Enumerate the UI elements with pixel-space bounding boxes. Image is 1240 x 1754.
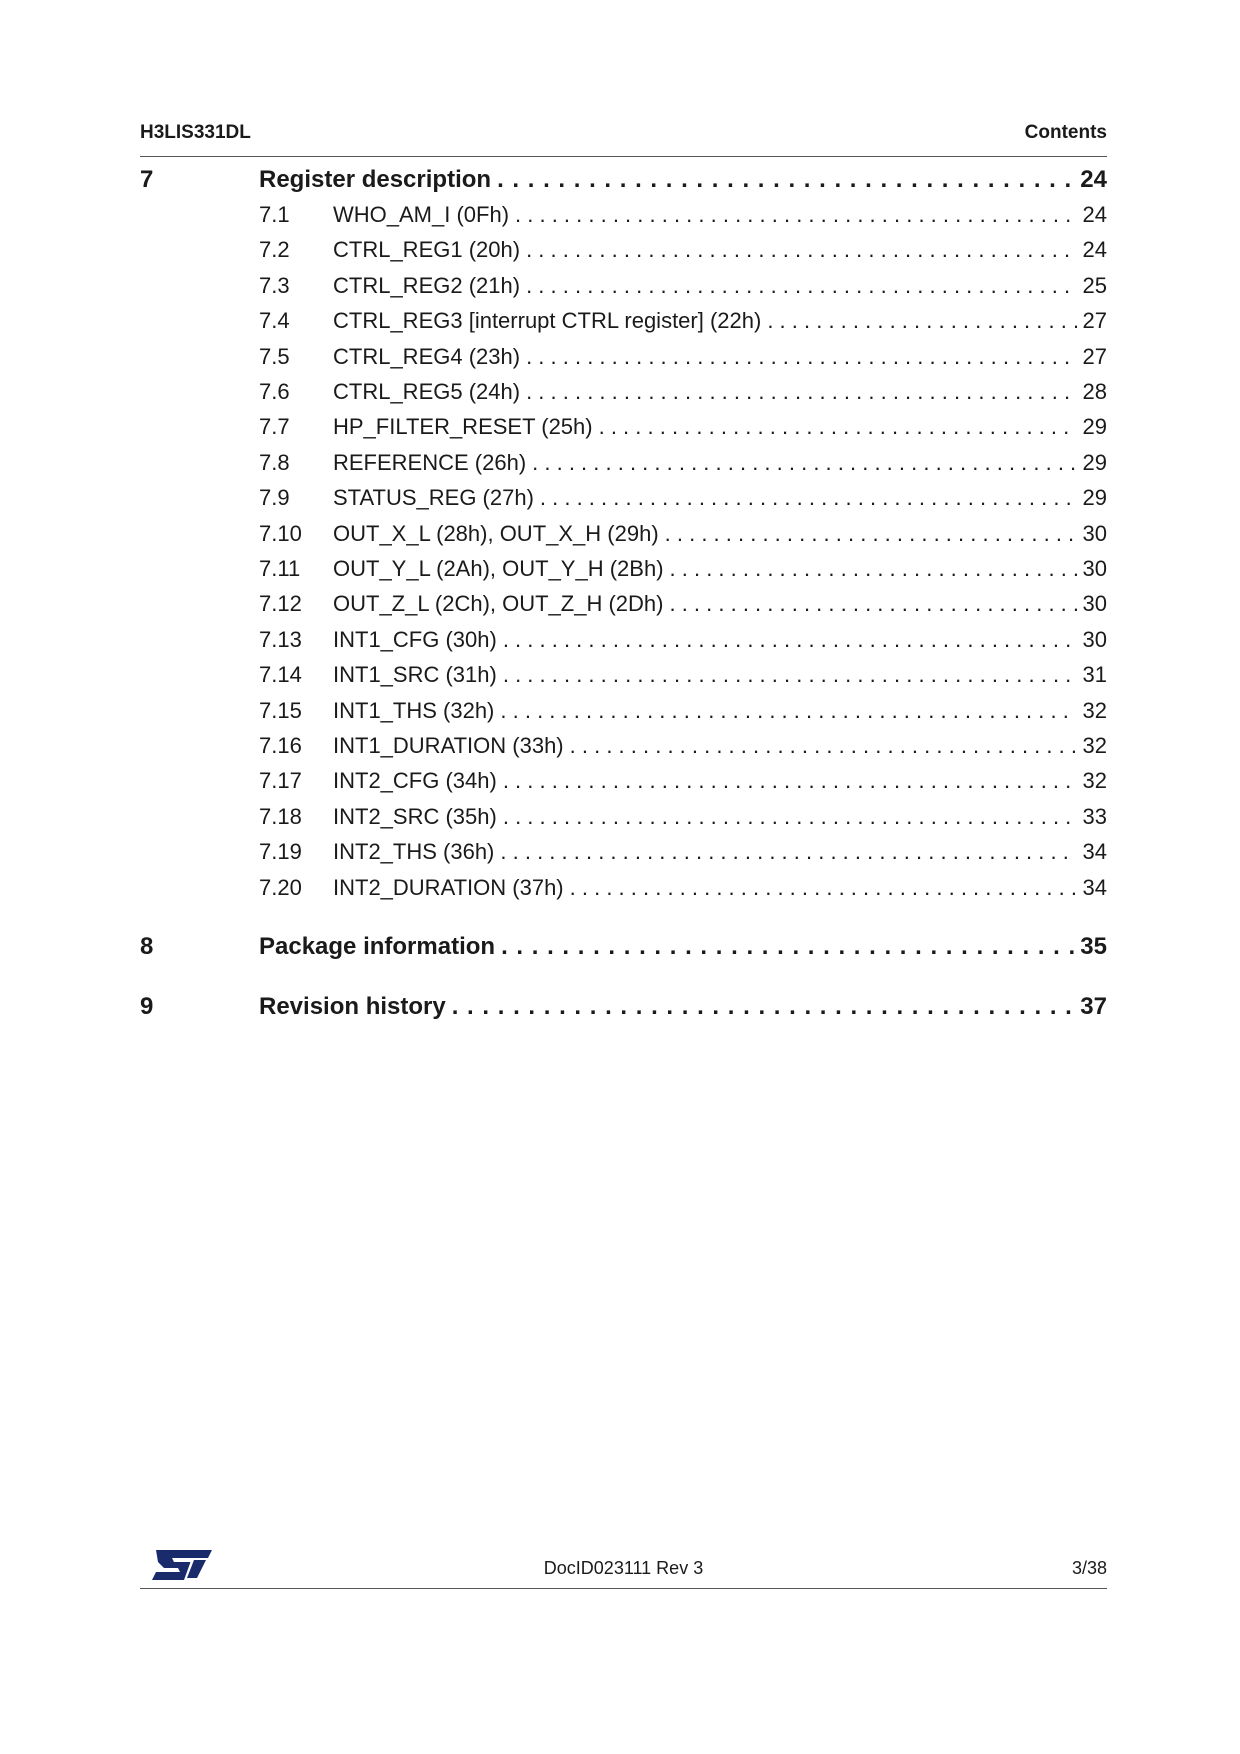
section-label: Contents [1024,122,1107,143]
toc-section-row[interactable] [140,344,1107,374]
toc-page-number[interactable]: 25 [1082,272,1107,298]
toc-chapter-row[interactable] [140,166,1107,196]
toc-entry[interactable] [333,804,1107,830]
toc-page-number[interactable]: 33 [1082,803,1107,829]
toc-number: 7.13 [259,626,302,652]
toc-title[interactable]: INT1_SRC (31h) [333,662,497,688]
toc-title[interactable]: STATUS_REG (27h) [333,485,534,511]
toc-section-row[interactable] [140,839,1107,869]
toc-entry[interactable] [333,875,1107,901]
toc-number: 7.2 [259,237,290,263]
dot-leader [503,768,1077,794]
toc-title[interactable]: Package information [259,932,496,960]
dot-leader [500,698,1076,724]
dot-leader [570,733,1077,759]
toc-number: 7 [140,166,154,193]
toc-page-number[interactable]: 24 [1082,237,1107,263]
dot-leader [526,273,1076,299]
toc-page-number[interactable]: 29 [1082,485,1107,511]
toc-entry[interactable] [333,556,1107,582]
toc-title[interactable]: REFERENCE (26h) [333,449,527,475]
toc-entry[interactable] [333,733,1107,759]
toc-number: 7.6 [259,379,290,404]
toc-chapter-row[interactable] [140,933,1107,963]
toc-page-number[interactable]: 30 [1082,556,1107,581]
toc-title[interactable]: CTRL_REG4 (23h) [333,343,521,369]
toc-section-row[interactable] [140,698,1107,728]
toc-title[interactable]: OUT_Y_L (2Ah), OUT_Y_H (2Bh) [333,556,664,581]
toc-number: 7.14 [259,662,302,688]
toc-section-row[interactable] [140,521,1107,551]
page-footer [140,1548,1107,1589]
toc-number: 7.18 [259,803,302,829]
toc-entry[interactable] [333,344,1107,370]
toc-page-number[interactable]: 28 [1082,379,1107,404]
toc-section-row[interactable] [140,875,1107,905]
toc-title[interactable]: CTRL_REG2 (21h) [333,272,521,298]
toc-number: 7.9 [259,485,290,511]
toc-title[interactable]: HP_FILTER_RESET (25h) [333,414,593,440]
dot-leader [497,166,1074,194]
toc-entry[interactable] [333,662,1107,688]
dot-leader [570,875,1077,901]
toc-page-number[interactable]: 35 [1080,932,1107,960]
dot-leader [503,662,1077,688]
toc-page-number[interactable]: 32 [1082,733,1107,758]
toc-section-row[interactable] [140,450,1107,480]
toc-number: 7.5 [259,343,290,369]
toc-number: 7.4 [259,308,290,334]
toc-number: 9 [140,992,154,1020]
toc-page-number[interactable]: 34 [1082,874,1107,900]
toc-section-row[interactable] [140,662,1107,692]
toc-page-number[interactable]: 27 [1082,308,1107,334]
toc-page-number[interactable]: 32 [1082,768,1107,794]
toc-entry[interactable] [333,627,1107,653]
toc-title[interactable]: INT2_SRC (35h) [333,803,497,829]
toc-number: 7.11 [259,556,301,581]
toc-section-row[interactable] [140,202,1107,232]
toc-entry[interactable] [333,768,1107,794]
dot-leader [526,344,1076,370]
toc-number: 7.3 [259,272,290,298]
toc-title[interactable]: Register description [259,166,492,193]
toc-page-number[interactable]: 34 [1082,839,1107,865]
toc-page-number[interactable]: 37 [1080,992,1107,1020]
toc-number: 7.12 [259,591,302,617]
toc-title[interactable]: INT2_DURATION (37h) [333,874,564,900]
toc-entry[interactable] [333,485,1107,511]
toc-page-number[interactable]: 24 [1080,166,1107,193]
dot-leader [665,521,1077,547]
toc-number: 7.17 [259,768,302,794]
toc-number: 7.7 [259,414,290,440]
dot-leader [599,414,1077,440]
toc-entry[interactable] [333,414,1107,440]
toc-page-number[interactable]: 29 [1082,414,1107,440]
toc-title[interactable]: INT1_CFG (30h) [333,626,497,652]
dot-leader [515,202,1076,228]
toc-title[interactable]: INT1_THS (32h) [333,697,495,723]
toc-number: 7.19 [259,839,302,865]
toc-section-row[interactable] [140,768,1107,798]
toc-title[interactable]: OUT_X_L (28h), OUT_X_H (29h) [333,520,659,546]
toc-number: 7.8 [259,449,290,475]
dot-leader [540,485,1077,511]
toc-section-row[interactable] [140,733,1107,763]
toc-title[interactable]: INT1_DURATION (33h) [333,733,564,758]
page-number: 3/38 [1071,1558,1107,1578]
toc-title[interactable]: CTRL_REG3 [interrupt CTRL register] (22h) [333,308,762,334]
toc-page-number[interactable]: 30 [1082,591,1107,617]
toc-page-number[interactable]: 30 [1082,520,1107,546]
toc-number: 7.10 [259,520,302,546]
dot-leader [669,591,1076,617]
page-header [140,120,1107,157]
toc-section-row[interactable] [140,485,1107,515]
toc-title[interactable]: OUT_Z_L (2Ch), OUT_Z_H (2Dh) [333,591,664,617]
toc-entry[interactable] [333,450,1107,476]
toc-section-row[interactable] [140,308,1107,338]
toc-page-number[interactable]: 30 [1082,626,1107,652]
toc-section-row[interactable] [140,591,1107,621]
toc-number: 7.1 [259,202,290,227]
toc-section-row[interactable] [140,414,1107,444]
toc-title[interactable]: CTRL_REG5 (24h) [333,379,521,404]
document-id: DocID023111 Rev 3 [543,1558,704,1578]
dot-leader [526,379,1076,405]
toc-page-number[interactable]: 32 [1082,697,1107,723]
toc-entry[interactable] [333,379,1107,405]
toc-title[interactable]: INT2_CFG (34h) [333,768,497,794]
toc-entry[interactable] [333,237,1107,263]
toc-entry[interactable] [333,591,1107,617]
toc-section-row[interactable] [140,804,1107,834]
toc-page-number[interactable]: 27 [1082,343,1107,369]
toc-title[interactable]: INT2_THS (36h) [333,839,495,865]
toc-number: 8 [140,932,154,960]
toc-chapter-row[interactable] [140,993,1107,1023]
toc-title[interactable]: WHO_AM_I (0Fh) [333,202,510,227]
toc-entry[interactable] [333,308,1107,334]
toc-entry[interactable] [259,933,1107,961]
toc-entry[interactable] [333,839,1107,865]
document-part-number: H3LIS331DL [140,122,251,143]
dot-leader [767,308,1076,334]
toc-number: 7.16 [259,733,302,758]
toc-entry[interactable] [333,698,1107,724]
toc-page-number[interactable]: 24 [1082,202,1107,227]
toc-number: 7.20 [259,874,302,900]
toc-number: 7.15 [259,697,302,723]
dot-leader [501,933,1074,961]
toc-page-number[interactable]: 31 [1082,662,1107,688]
toc-entry[interactable] [259,993,1107,1021]
toc-section-row[interactable] [140,237,1107,267]
dot-leader [452,993,1075,1021]
toc-entry[interactable] [333,521,1107,547]
toc-title[interactable]: Revision history [259,992,446,1020]
toc-page-number[interactable]: 29 [1082,449,1107,475]
dot-leader [503,627,1077,653]
dot-leader [532,450,1076,476]
toc-entry[interactable] [333,202,1107,228]
toc-section-row[interactable] [140,627,1107,657]
toc-entry[interactable] [333,273,1107,299]
dot-leader [670,556,1077,582]
toc-title[interactable]: CTRL_REG1 (20h) [333,237,521,263]
dot-leader [500,839,1076,865]
dot-leader [503,804,1077,830]
dot-leader [526,237,1076,263]
toc-section-row[interactable] [140,273,1107,303]
toc-section-row[interactable] [140,379,1107,409]
toc-entry[interactable] [259,166,1107,194]
toc-section-row[interactable] [140,556,1107,586]
